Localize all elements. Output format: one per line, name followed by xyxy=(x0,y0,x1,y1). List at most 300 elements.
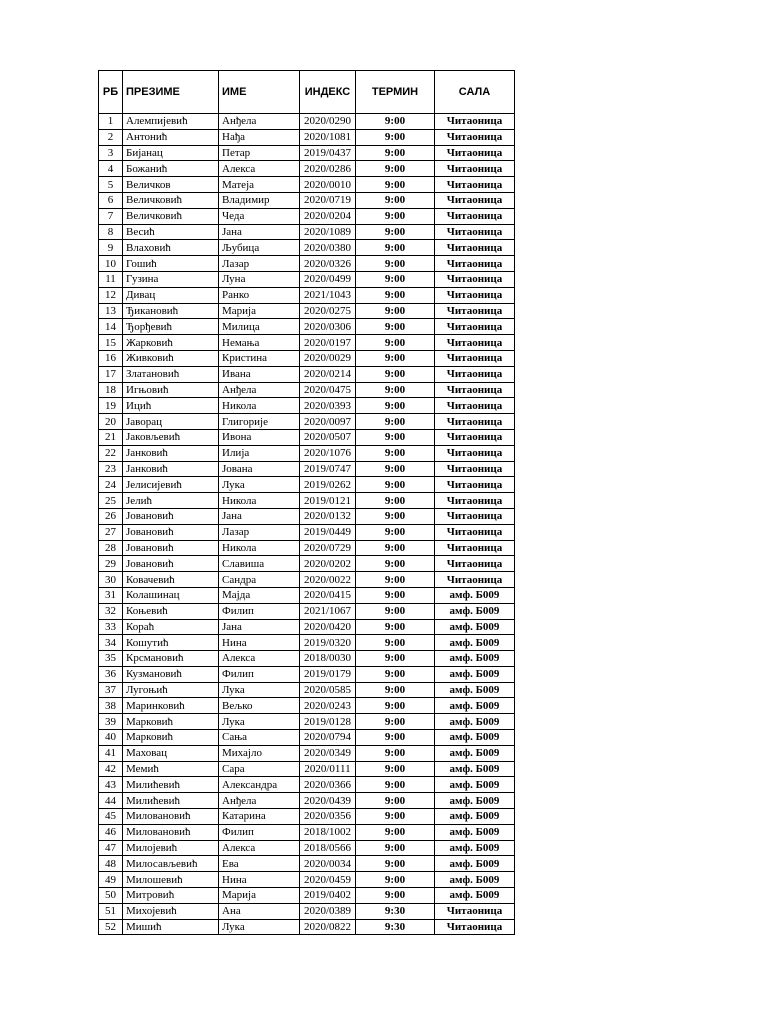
index-cell: 2020/0507 xyxy=(300,429,356,445)
table-row xyxy=(99,414,515,430)
row-number: 50 xyxy=(99,888,123,904)
table-row xyxy=(99,256,515,272)
time-cell: 9:00 xyxy=(356,572,435,588)
index-cell: 2020/0475 xyxy=(300,382,356,398)
index-cell: 2020/0356 xyxy=(300,809,356,825)
row-number: 12 xyxy=(99,287,123,303)
room-cell: амф. Б009 xyxy=(435,603,515,619)
surname-cell: Маринковић xyxy=(123,698,219,714)
row-number: 36 xyxy=(99,666,123,682)
row-number: 48 xyxy=(99,856,123,872)
name-cell: Марија xyxy=(219,888,300,904)
table-row xyxy=(99,745,515,761)
table-row xyxy=(99,587,515,603)
surname-cell: Гузина xyxy=(123,271,219,287)
table-row xyxy=(99,635,515,651)
table-row xyxy=(99,761,515,777)
table-row xyxy=(99,840,515,856)
row-number: 13 xyxy=(99,303,123,319)
surname-cell: Ђорђевић xyxy=(123,319,219,335)
time-cell: 9:00 xyxy=(356,761,435,777)
index-cell: 2020/0022 xyxy=(300,572,356,588)
table-row xyxy=(99,919,515,935)
row-number: 19 xyxy=(99,398,123,414)
table-row xyxy=(99,445,515,461)
table-row xyxy=(99,698,515,714)
surname-cell: Антонић xyxy=(123,129,219,145)
table-row xyxy=(99,240,515,256)
surname-cell: Јовановић xyxy=(123,556,219,572)
row-number: 2 xyxy=(99,129,123,145)
header-surname: ПРЕЗИМЕ xyxy=(123,71,219,114)
surname-cell: Весић xyxy=(123,224,219,240)
table-row xyxy=(99,477,515,493)
index-cell: 2020/0822 xyxy=(300,919,356,935)
table-row xyxy=(99,287,515,303)
time-cell: 9:00 xyxy=(356,429,435,445)
table-row xyxy=(99,303,515,319)
time-cell: 9:00 xyxy=(356,603,435,619)
row-number: 5 xyxy=(99,177,123,193)
name-cell: Михајло xyxy=(219,745,300,761)
table-row xyxy=(99,508,515,524)
index-cell: 2020/0585 xyxy=(300,682,356,698)
time-cell: 9:00 xyxy=(356,382,435,398)
index-cell: 2020/0719 xyxy=(300,192,356,208)
surname-cell: Јелисијевић xyxy=(123,477,219,493)
surname-cell: Миловановић xyxy=(123,824,219,840)
index-cell: 2020/0290 xyxy=(300,114,356,130)
time-cell: 9:00 xyxy=(356,224,435,240)
index-cell: 2020/0459 xyxy=(300,872,356,888)
row-number: 27 xyxy=(99,524,123,540)
room-cell: Читаоница xyxy=(435,414,515,430)
time-cell: 9:30 xyxy=(356,903,435,919)
name-cell: Филип xyxy=(219,824,300,840)
row-number: 43 xyxy=(99,777,123,793)
row-number: 29 xyxy=(99,556,123,572)
row-number: 10 xyxy=(99,256,123,272)
table-row xyxy=(99,809,515,825)
room-cell: Читаоница xyxy=(435,524,515,540)
name-cell: Алекса xyxy=(219,651,300,667)
time-cell: 9:00 xyxy=(356,556,435,572)
room-cell: Читаоница xyxy=(435,256,515,272)
row-number: 8 xyxy=(99,224,123,240)
table-row xyxy=(99,161,515,177)
row-number: 34 xyxy=(99,635,123,651)
time-cell: 9:00 xyxy=(356,809,435,825)
surname-cell: Игњовић xyxy=(123,382,219,398)
row-number: 30 xyxy=(99,572,123,588)
table-row xyxy=(99,524,515,540)
row-number: 45 xyxy=(99,809,123,825)
index-cell: 2020/0326 xyxy=(300,256,356,272)
time-cell: 9:00 xyxy=(356,730,435,746)
name-cell: Филип xyxy=(219,666,300,682)
row-number: 49 xyxy=(99,872,123,888)
table-row xyxy=(99,856,515,872)
header-index: ИНДЕКС xyxy=(300,71,356,114)
surname-cell: Алемпијевић xyxy=(123,114,219,130)
row-number: 9 xyxy=(99,240,123,256)
name-cell: Јана xyxy=(219,619,300,635)
table-row xyxy=(99,556,515,572)
name-cell: Нађа xyxy=(219,129,300,145)
surname-cell: Коњевић xyxy=(123,603,219,619)
surname-cell: Жарковић xyxy=(123,335,219,351)
time-cell: 9:00 xyxy=(356,129,435,145)
time-cell: 9:00 xyxy=(356,682,435,698)
row-number: 35 xyxy=(99,651,123,667)
table-row xyxy=(99,177,515,193)
time-cell: 9:00 xyxy=(356,777,435,793)
room-cell: амф. Б009 xyxy=(435,856,515,872)
row-number: 44 xyxy=(99,793,123,809)
name-cell: Сандра xyxy=(219,572,300,588)
table-row xyxy=(99,714,515,730)
surname-cell: Маховац xyxy=(123,745,219,761)
header-rb: РБ xyxy=(99,71,123,114)
table-row xyxy=(99,730,515,746)
surname-cell: Миловановић xyxy=(123,809,219,825)
index-cell: 2020/0306 xyxy=(300,319,356,335)
index-cell: 2020/0366 xyxy=(300,777,356,793)
index-cell: 2020/0010 xyxy=(300,177,356,193)
table-row xyxy=(99,793,515,809)
surname-cell: Милосављевић xyxy=(123,856,219,872)
surname-cell: Кошутић xyxy=(123,635,219,651)
name-cell: Милица xyxy=(219,319,300,335)
index-cell: 2019/0179 xyxy=(300,666,356,682)
time-cell: 9:00 xyxy=(356,114,435,130)
surname-cell: Гошић xyxy=(123,256,219,272)
index-cell: 2020/0275 xyxy=(300,303,356,319)
name-cell: Матеја xyxy=(219,177,300,193)
time-cell: 9:00 xyxy=(356,698,435,714)
room-cell: Читаоница xyxy=(435,493,515,509)
room-cell: амф. Б009 xyxy=(435,888,515,904)
row-number: 14 xyxy=(99,319,123,335)
table-row xyxy=(99,572,515,588)
index-cell: 2020/0197 xyxy=(300,335,356,351)
room-cell: Читаоница xyxy=(435,335,515,351)
table-row xyxy=(99,429,515,445)
surname-cell: Златановић xyxy=(123,366,219,382)
index-cell: 2020/0439 xyxy=(300,793,356,809)
surname-cell: Јовановић xyxy=(123,540,219,556)
surname-cell: Бијанац xyxy=(123,145,219,161)
index-cell: 2018/0566 xyxy=(300,840,356,856)
time-cell: 9:00 xyxy=(356,856,435,872)
room-cell: Читаоница xyxy=(435,129,515,145)
surname-cell: Ицић xyxy=(123,398,219,414)
room-cell: Читаоница xyxy=(435,287,515,303)
index-cell: 2019/0449 xyxy=(300,524,356,540)
table-row xyxy=(99,271,515,287)
surname-cell: Јанковић xyxy=(123,445,219,461)
room-cell: амф. Б009 xyxy=(435,730,515,746)
table-row xyxy=(99,398,515,414)
row-number: 25 xyxy=(99,493,123,509)
name-cell: Ивона xyxy=(219,429,300,445)
time-cell: 9:00 xyxy=(356,524,435,540)
time-cell: 9:00 xyxy=(356,208,435,224)
room-cell: Читаоница xyxy=(435,903,515,919)
name-cell: Сања xyxy=(219,730,300,746)
surname-cell: Јелић xyxy=(123,493,219,509)
room-cell: Читаоница xyxy=(435,919,515,935)
room-cell: Читаоница xyxy=(435,556,515,572)
time-cell: 9:00 xyxy=(356,240,435,256)
time-cell: 9:00 xyxy=(356,793,435,809)
room-cell: Читаоница xyxy=(435,208,515,224)
room-cell: амф. Б009 xyxy=(435,635,515,651)
name-cell: Нина xyxy=(219,872,300,888)
index-cell: 2020/0729 xyxy=(300,540,356,556)
row-number: 52 xyxy=(99,919,123,935)
surname-cell: Марковић xyxy=(123,714,219,730)
row-number: 15 xyxy=(99,335,123,351)
name-cell: Ева xyxy=(219,856,300,872)
index-cell: 2020/0132 xyxy=(300,508,356,524)
name-cell: Јована xyxy=(219,461,300,477)
row-number: 17 xyxy=(99,366,123,382)
time-cell: 9:30 xyxy=(356,919,435,935)
row-number: 28 xyxy=(99,540,123,556)
table-row xyxy=(99,114,515,130)
name-cell: Глигорије xyxy=(219,414,300,430)
name-cell: Лазар xyxy=(219,524,300,540)
index-cell: 2020/1076 xyxy=(300,445,356,461)
name-cell: Јана xyxy=(219,508,300,524)
index-cell: 2020/0214 xyxy=(300,366,356,382)
surname-cell: Божанић xyxy=(123,161,219,177)
room-cell: амф. Б009 xyxy=(435,840,515,856)
surname-cell: Јаковљевић xyxy=(123,429,219,445)
surname-cell: Милићевић xyxy=(123,793,219,809)
index-cell: 2021/1043 xyxy=(300,287,356,303)
surname-cell: Митровић xyxy=(123,888,219,904)
time-cell: 9:00 xyxy=(356,398,435,414)
time-cell: 9:00 xyxy=(356,271,435,287)
surname-cell: Кузмановић xyxy=(123,666,219,682)
room-cell: Читаоница xyxy=(435,540,515,556)
row-number: 24 xyxy=(99,477,123,493)
name-cell: Алекса xyxy=(219,840,300,856)
room-cell: амф. Б009 xyxy=(435,793,515,809)
table-row xyxy=(99,777,515,793)
row-number: 47 xyxy=(99,840,123,856)
index-cell: 2020/0034 xyxy=(300,856,356,872)
row-number: 18 xyxy=(99,382,123,398)
row-number: 38 xyxy=(99,698,123,714)
header-room: САЛА xyxy=(435,71,515,114)
index-cell: 2020/0097 xyxy=(300,414,356,430)
table-row xyxy=(99,461,515,477)
name-cell: Ивана xyxy=(219,366,300,382)
index-cell: 2020/1089 xyxy=(300,224,356,240)
row-number: 46 xyxy=(99,824,123,840)
name-cell: Лука xyxy=(219,682,300,698)
time-cell: 9:00 xyxy=(356,508,435,524)
table-body xyxy=(99,114,515,935)
room-cell: Читаоница xyxy=(435,572,515,588)
room-cell: Читаоница xyxy=(435,477,515,493)
room-cell: амф. Б009 xyxy=(435,698,515,714)
index-cell: 2020/0204 xyxy=(300,208,356,224)
surname-cell: Ђикановић xyxy=(123,303,219,319)
index-cell: 2019/0437 xyxy=(300,145,356,161)
room-cell: Читаоница xyxy=(435,461,515,477)
time-cell: 9:00 xyxy=(356,477,435,493)
time-cell: 9:00 xyxy=(356,840,435,856)
time-cell: 9:00 xyxy=(356,303,435,319)
index-cell: 2020/0420 xyxy=(300,619,356,635)
room-cell: Читаоница xyxy=(435,177,515,193)
surname-cell: Величковић xyxy=(123,192,219,208)
index-cell: 2020/0380 xyxy=(300,240,356,256)
time-cell: 9:00 xyxy=(356,161,435,177)
name-cell: Немања xyxy=(219,335,300,351)
table-row xyxy=(99,888,515,904)
surname-cell: Крсмановић xyxy=(123,651,219,667)
surname-cell: Величков xyxy=(123,177,219,193)
name-cell: Марија xyxy=(219,303,300,319)
room-cell: Читаоница xyxy=(435,382,515,398)
room-cell: амф. Б009 xyxy=(435,809,515,825)
table-row xyxy=(99,872,515,888)
room-cell: Читаоница xyxy=(435,192,515,208)
index-cell: 2021/1067 xyxy=(300,603,356,619)
surname-cell: Милојевић xyxy=(123,840,219,856)
name-cell: Сара xyxy=(219,761,300,777)
table-row xyxy=(99,651,515,667)
time-cell: 9:00 xyxy=(356,366,435,382)
surname-cell: Михојевић xyxy=(123,903,219,919)
time-cell: 9:00 xyxy=(356,350,435,366)
row-number: 6 xyxy=(99,192,123,208)
room-cell: амф. Б009 xyxy=(435,777,515,793)
name-cell: Никола xyxy=(219,540,300,556)
index-cell: 2018/1002 xyxy=(300,824,356,840)
index-cell: 2019/0402 xyxy=(300,888,356,904)
name-cell: Анђела xyxy=(219,793,300,809)
schedule-table xyxy=(98,70,515,935)
table-row xyxy=(99,603,515,619)
index-cell: 2018/0030 xyxy=(300,651,356,667)
row-number: 16 xyxy=(99,350,123,366)
name-cell: Илија xyxy=(219,445,300,461)
row-number: 32 xyxy=(99,603,123,619)
time-cell: 9:00 xyxy=(356,192,435,208)
name-cell: Славиша xyxy=(219,556,300,572)
index-cell: 2019/0747 xyxy=(300,461,356,477)
table-row xyxy=(99,382,515,398)
name-cell: Никола xyxy=(219,398,300,414)
room-cell: Читаоница xyxy=(435,161,515,177)
table-header xyxy=(99,71,515,114)
name-cell: Мајда xyxy=(219,587,300,603)
name-cell: Вељко xyxy=(219,698,300,714)
time-cell: 9:00 xyxy=(356,540,435,556)
table-row xyxy=(99,319,515,335)
surname-cell: Ковачевић xyxy=(123,572,219,588)
row-number: 33 xyxy=(99,619,123,635)
room-cell: Читаоница xyxy=(435,114,515,130)
time-cell: 9:00 xyxy=(356,619,435,635)
name-cell: Јана xyxy=(219,224,300,240)
time-cell: 9:00 xyxy=(356,335,435,351)
name-cell: Нина xyxy=(219,635,300,651)
room-cell: амф. Б009 xyxy=(435,872,515,888)
name-cell: Анђела xyxy=(219,382,300,398)
time-cell: 9:00 xyxy=(356,177,435,193)
name-cell: Чеда xyxy=(219,208,300,224)
table-row xyxy=(99,208,515,224)
time-cell: 9:00 xyxy=(356,666,435,682)
surname-cell: Живковић xyxy=(123,350,219,366)
row-number: 1 xyxy=(99,114,123,130)
time-cell: 9:00 xyxy=(356,635,435,651)
time-cell: 9:00 xyxy=(356,824,435,840)
index-cell: 2020/0286 xyxy=(300,161,356,177)
header-name: ИМЕ xyxy=(219,71,300,114)
room-cell: Читаоница xyxy=(435,398,515,414)
table-row xyxy=(99,540,515,556)
index-cell: 2020/1081 xyxy=(300,129,356,145)
room-cell: амф. Б009 xyxy=(435,714,515,730)
row-number: 4 xyxy=(99,161,123,177)
row-number: 20 xyxy=(99,414,123,430)
index-cell: 2019/0128 xyxy=(300,714,356,730)
name-cell: Ана xyxy=(219,903,300,919)
time-cell: 9:00 xyxy=(356,587,435,603)
time-cell: 9:00 xyxy=(356,461,435,477)
room-cell: Читаоница xyxy=(435,508,515,524)
table-row xyxy=(99,619,515,635)
row-number: 31 xyxy=(99,587,123,603)
room-cell: Читаоница xyxy=(435,271,515,287)
table-row xyxy=(99,493,515,509)
row-number: 26 xyxy=(99,508,123,524)
table-row xyxy=(99,129,515,145)
header-row xyxy=(99,71,515,114)
name-cell: Анђела xyxy=(219,114,300,130)
name-cell: Катарина xyxy=(219,809,300,825)
time-cell: 9:00 xyxy=(356,256,435,272)
time-cell: 9:00 xyxy=(356,319,435,335)
room-cell: амф. Б009 xyxy=(435,824,515,840)
surname-cell: Мишић xyxy=(123,919,219,935)
row-number: 7 xyxy=(99,208,123,224)
surname-cell: Марковић xyxy=(123,730,219,746)
row-number: 11 xyxy=(99,271,123,287)
time-cell: 9:00 xyxy=(356,714,435,730)
room-cell: амф. Б009 xyxy=(435,745,515,761)
time-cell: 9:00 xyxy=(356,745,435,761)
time-cell: 9:00 xyxy=(356,651,435,667)
surname-cell: Милошевић xyxy=(123,872,219,888)
row-number: 23 xyxy=(99,461,123,477)
row-number: 40 xyxy=(99,730,123,746)
room-cell: Читаоница xyxy=(435,303,515,319)
index-cell: 2019/0262 xyxy=(300,477,356,493)
index-cell: 2020/0029 xyxy=(300,350,356,366)
name-cell: Алекса xyxy=(219,161,300,177)
time-cell: 9:00 xyxy=(356,145,435,161)
room-cell: амф. Б009 xyxy=(435,619,515,635)
